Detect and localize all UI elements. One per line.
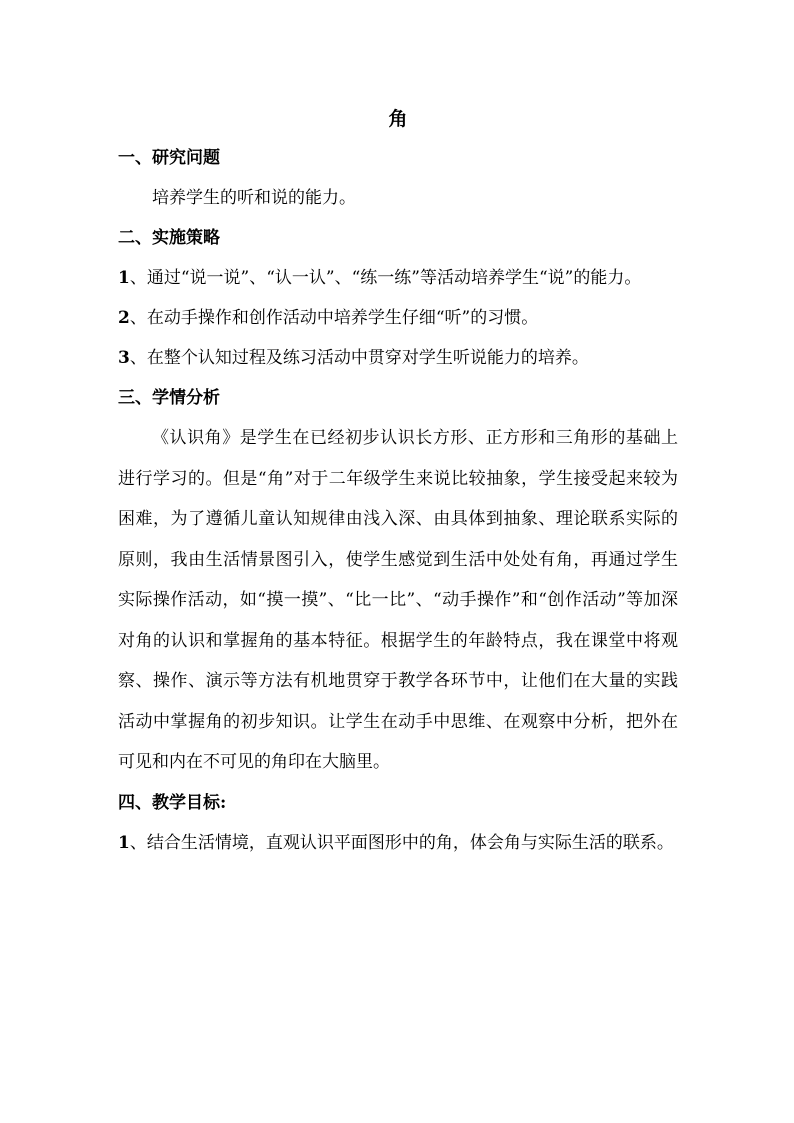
strategy-item-2 (118, 298, 678, 338)
strategy-item-1 (118, 258, 678, 298)
list-number: 1 (118, 268, 130, 288)
research-question-text: 培养学生的听和说的能力。 (152, 188, 356, 208)
section-heading-strategy: 二、实施策略 (118, 228, 220, 248)
section-heading-research-question: 一、研究问题 (118, 148, 220, 168)
list-number: 1 (118, 832, 130, 853)
section-heading-analysis: 三、学情分析 (118, 388, 220, 408)
document-page (118, 100, 678, 863)
list-number: 2 (118, 308, 130, 328)
list-text: 、通过“说一说”、“认一认”、“练一练”等活动培养学生“说”的能力。 (129, 268, 642, 288)
goal-item-1 (118, 823, 678, 863)
analysis-paragraph: 《认识角》是学生在已经初步认识长方形、正方形和三角形的基础上进行学习的。但是“角”对于二年级学生来说比较抽象，学生接受起来较为困难，为了遵循儿童认知规律由浅入深、由具体到抽象、理论联系实际的原则，我由生活情景图引入，使学生感觉到生活中处处有角，再通过学生实际操作活动，如“摸一摸”、“比一比”、“动手操作”和“创作活动”等加深对角的认识和掌握角的基本特征。根据学生的年龄特点，我在课堂中将观察、操作、演示等方法有机地贯穿于教学各环节中，让他们在大量的实践活动中掌握角的初步知识。让学生在动手中思维、在观察中分析，把外在可见和内在不可见的角印在大脑里。 (118, 428, 678, 772)
section-heading-goals: 四、教学目标: (118, 792, 227, 813)
document-title: 角 (388, 108, 408, 130)
list-number: 3 (118, 348, 130, 368)
list-text: 、结合生活情境，直观认识平面图形中的角，体会角与实际生活的联系。 (129, 832, 674, 853)
strategy-item-3 (118, 338, 678, 378)
list-text: 、在整个认知过程及练习活动中贯穿对学生听说能力的培养。 (129, 348, 589, 368)
list-text: 、在动手操作和创作活动中培养学生仔细“听”的习惯。 (129, 308, 539, 328)
